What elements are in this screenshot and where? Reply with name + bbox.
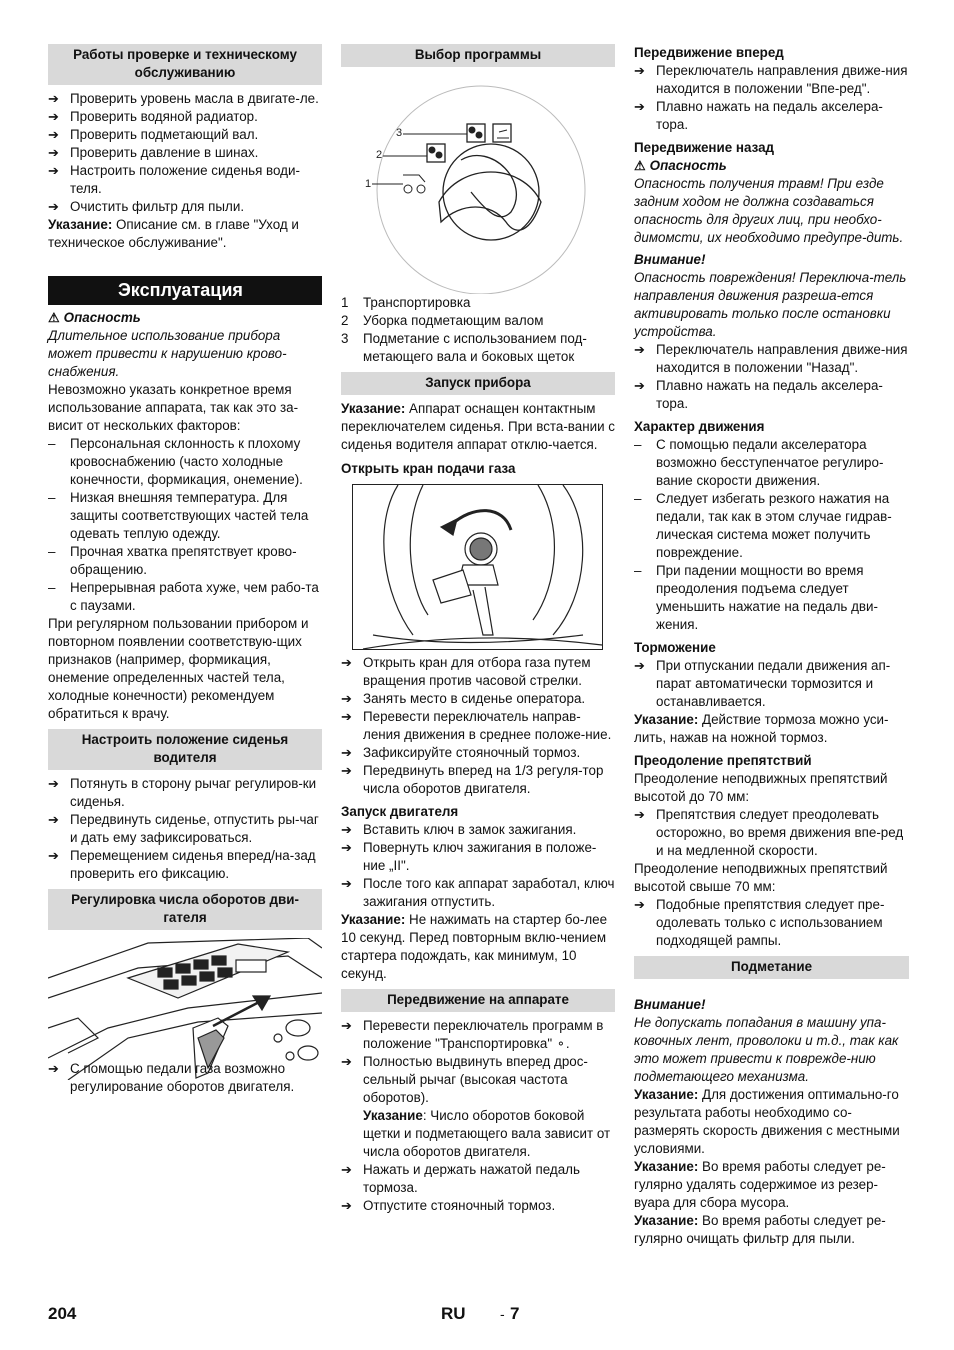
throttle-lever-figure — [48, 938, 322, 1080]
list-item: ➔ Очистить фильтр для пыли. — [48, 198, 322, 216]
gas-list — [341, 654, 615, 798]
program-dial-illustration — [341, 72, 615, 294]
section-title-maintenance: Работы проверке и техническому обслуживанию — [48, 44, 322, 85]
list-item: ➔ Передвинуть вперед на 1/3 регуля-тор числа оборотов двигателя. — [341, 762, 615, 798]
braking-note: Указание: Действие тормоза можно уси-лить, нажав на ножной тормоз. — [634, 712, 889, 745]
danger-text: Опасность получения травм! При езде задним ходом не должна создаваться опасность для других лиц, при необхо-димомсти, их необходимо предупре-дить. — [634, 176, 904, 245]
list-item: ➔ Подобные препятствия следует пре-одолевать только с использованием подходящей рампы. — [634, 896, 909, 950]
list-item: – При падении мощности во время преодоления подъема следует уменьшить нажатие на педаль дви-жения. — [634, 562, 909, 634]
list-item: 1 Транспортировка — [341, 295, 471, 310]
list-item: – Прочная хватка препятствует крово-обращению. — [48, 543, 322, 579]
obstacles-text-low: Преодоление неподвижных препятствий высотой до 70 мм: — [634, 771, 888, 804]
gas-valve-illustration — [353, 485, 602, 649]
section-title-sweeping: Подметание — [634, 956, 909, 979]
list-item: – Следует избегать резкого нажатия на педали, так как в этом случае гидрав-лическая система может получить повреждение. — [634, 490, 909, 562]
driving-character-list — [634, 436, 909, 634]
section-title-drive: Передвижение на аппарате — [341, 989, 615, 1012]
section-title-operation: Эксплуатация — [48, 276, 322, 305]
section-title-start: Запуск прибора — [341, 372, 615, 395]
throttle-lever-illustration — [48, 938, 322, 1080]
braking-list — [634, 657, 909, 711]
list-item: ➔ Перевести переключатель программ в положение "Транспортировка" ⚬. — [341, 1017, 615, 1053]
column-left — [48, 44, 322, 1096]
list-item: ➔ Нажать и держать нажатой педаль тормоза. — [341, 1161, 615, 1197]
list-item: ➔ Потянуть в сторону рычаг регулиров-ки сиденья. — [48, 775, 322, 811]
list-item: ➔ Открыть кран для отбора газа путем вращения против часовой стрелки. — [341, 654, 615, 690]
gas-valve-figure — [352, 484, 603, 650]
list-item: ➔ Перевести переключатель направ-ления движения в среднее положе-ние. — [341, 708, 615, 744]
maintenance-list — [48, 90, 322, 216]
section-title-rpm: Регулировка числа оборотов дви-гателя — [48, 889, 322, 930]
list-item: ➔ Настроить положение сиденья води-теля. — [48, 162, 322, 198]
list-item: – Персональная склонность к плохому кровоснабжению (часто холодные конечности, формикация, онемение). — [48, 435, 322, 489]
list-item: ➔ Перемещением сиденья вперед/на-зад проверить его фиксацию. — [48, 847, 322, 883]
list-item: 3 Подметание с использованием под-метающего вала и боковых щеток — [341, 331, 587, 364]
backward-subheading: Передвижение назад — [634, 140, 775, 155]
list-item: ➔ Отпустите стояночный тормоз. — [341, 1197, 615, 1215]
list-item: ➔ Проверить водяной радиатор. — [48, 108, 322, 126]
program-dial-figure — [341, 72, 615, 294]
start-note: Указание: Аппарат оснащен контактным переключателем сиденья. При вста-вании с сиденья водителя аппарат отклю-чается. — [341, 401, 615, 452]
obstacles-list-high — [634, 896, 909, 950]
footer-separator: - — [500, 1306, 505, 1322]
list-item: ➔ Вставить ключ в замок зажигания. — [341, 821, 615, 839]
dial-label: 3 — [396, 127, 403, 139]
caution-text: Опасность повреждения! Переключа-тель направления движения разреша-ется активировать только после остановки устройства. — [634, 270, 907, 339]
obstacles-subheading: Преодоление препятствий — [634, 753, 812, 768]
list-item: ➔ При отпускании педали движения ап-парат автоматически тормозится и останавливается. — [634, 657, 909, 711]
dial-label: 2 — [376, 149, 383, 161]
braking-subheading: Торможение — [634, 640, 716, 655]
regular-use-text: При регулярном пользовании прибором и повторном появлении соответствую-щих признаков (например, формикация, онемение определенных частей тела, холодные конечности) рекомендуем обратиться к врачу. — [48, 616, 309, 721]
dial-label: 1 — [365, 178, 372, 190]
caution-heading: Внимание! — [634, 252, 706, 267]
section-title-program: Выбор программы — [341, 44, 615, 67]
danger-heading: ⚠ Опасность — [634, 158, 727, 173]
seat-list — [48, 775, 322, 883]
sweeping-note: Указание: Во время работы следует ре-гулярно очищать фильтр для пыли. — [634, 1213, 886, 1246]
drive-list — [341, 1017, 615, 1215]
warning-triangle-icon: ⚠ — [48, 310, 60, 325]
list-item: ➔ Полностью выдвинуть вперед дрос-сельный рычаг (высокая частота оборотов). Указание: Число оборотов боковой щетки и подметающего вала зависит от числа оборотов двигателя. — [341, 1053, 615, 1161]
maintenance-note: Указание: Описание см. в главе "Уход и техническое обслуживание". — [48, 217, 299, 250]
section-title-seat: Настроить положение сиденья водителя — [48, 729, 322, 770]
warning-triangle-icon: ⚠ — [634, 158, 646, 173]
forward-list — [634, 62, 909, 134]
rpm-list — [48, 1060, 322, 1096]
column-middle — [341, 44, 615, 1215]
engine-list — [341, 821, 615, 911]
list-item: ➔ Плавно нажать на педаль акселера-тора. — [634, 98, 909, 134]
gas-subheading: Открыть кран подачи газа — [341, 461, 516, 476]
engine-subheading: Запуск двигателя — [341, 804, 459, 819]
list-item: ➔ Зафиксируйте стояночный тормоз. — [341, 744, 615, 762]
sweeping-note: Указание: Во время работы следует ре-гулярно удалять содержимое из резер-вуара для сбора мусора. — [634, 1159, 886, 1210]
list-item: ➔ Переключатель направления движе-ния находится в положении "Впе-ред". — [634, 62, 909, 98]
list-item: ➔ С помощью педали газа возможно регулирование оборотов двигателя. — [48, 1060, 322, 1096]
list-item: ➔ Проверить подметающий вал. — [48, 126, 322, 144]
danger-heading: ⚠ Опасность — [48, 310, 141, 325]
list-item: ➔ Проверить уровень масла в двигате-ле. — [48, 90, 322, 108]
intro-text: Невозможно указать конкретное время использование аппарата, так как это за-висит от нескольких факторов: — [48, 382, 299, 433]
engine-note: Указание: Не нажимать на стартер бо-лее 10 секунд. Перед повторным вклю-чением стартера подождать, как минимум, 10 секунд. — [341, 912, 608, 981]
list-item: ➔ После того как аппарат заработал, ключ зажигания отпустить. — [341, 875, 615, 911]
list-item: – Непрерывная работа хуже, чем рабо-та с паузами. — [48, 579, 322, 615]
driving-character-subheading: Характер движения — [634, 419, 765, 434]
list-item: – С помощью педали акселератора возможно бесступенчатое регулиро-вание скорости движения. — [634, 436, 909, 490]
page-number: 204 — [48, 1304, 77, 1323]
factors-list — [48, 435, 322, 615]
list-item: ➔ Плавно нажать на педаль акселера-тора. — [634, 377, 909, 413]
list-item: ➔ Переключатель направления движе-ния находится в положении "Назад". — [634, 341, 909, 377]
language-code: RU — [441, 1304, 466, 1323]
list-item: – Низкая внешняя температура. Для защиты соответствующих частей тела одевать теплую одежду. — [48, 489, 322, 543]
list-item: ➔ Препятствия следует преодолевать осторожно, во время движения впе-ред и на медленной скорости. — [634, 806, 909, 860]
transport-icon: ⚬ — [555, 1037, 566, 1051]
forward-subheading: Передвижение вперед — [634, 45, 784, 60]
list-item: ➔ Повернуть ключ зажигания в положе-ние „II". — [341, 839, 615, 875]
program-legend — [341, 294, 615, 366]
obstacles-list-low — [634, 806, 909, 860]
list-item: ➔ Проверить давление в шинах. — [48, 144, 322, 162]
caution-text: Не допускать попадания в машину упа-ковочных лент, проволоки и т.д., так как это может привести к поврежде-нию подметающего механизма. — [634, 1015, 899, 1084]
danger-text: Длительное использование прибора может привести к нарушению крово-снабжения. — [48, 328, 287, 379]
list-item: ➔ Передвинуть сиденье, отпустить ры-чаг и дать ему зафиксироваться. — [48, 811, 322, 847]
list-item: ➔ Занять место в сиденье оператора. — [341, 690, 615, 708]
list-item: 2 Уборка подметающим валом — [341, 313, 544, 328]
section-page-number: 7 — [510, 1304, 520, 1323]
obstacles-text-high: Преодоление неподвижных препятствий высотой свыше 70 мм: — [634, 861, 888, 894]
column-right — [634, 44, 909, 1248]
sweeping-note: Указание: Для достижения оптимально-го результата работы необходимо со-размерять скорость движения с местными условиями. — [634, 1087, 900, 1156]
caution-heading: Внимание! — [634, 997, 706, 1012]
backward-list — [634, 341, 909, 413]
